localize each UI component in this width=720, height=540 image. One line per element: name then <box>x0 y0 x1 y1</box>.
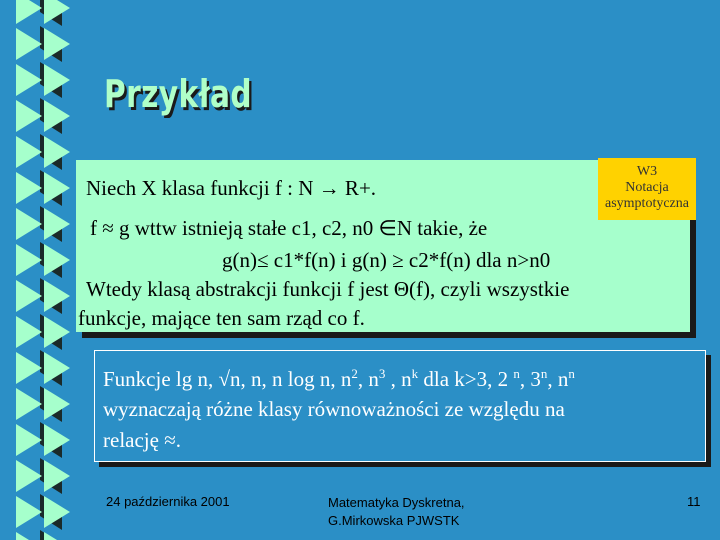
functions-line-2: wyznaczają różne klasy równoważności ze względu na <box>103 397 565 421</box>
section-tag <box>598 158 696 220</box>
definition-line-5: funkcje, mające ten sam rząd co f. <box>78 306 365 330</box>
definition-line-3: g(n)≤ c1*f(n) i g(n) ≥ c2*f(n) dla n>n0 <box>222 248 551 272</box>
superscript: n <box>540 366 548 381</box>
text-fragment: , 3 <box>519 367 541 391</box>
footer-course-line-1: Matematyka Dyskretna, <box>328 495 465 510</box>
superscript: n <box>513 366 520 381</box>
definition-line-2: f ≈ g wttw istnieją stałe c1, c2, n0 ∈N takie, że <box>90 216 488 240</box>
functions-line-3: relację ≈. <box>103 428 181 452</box>
footer-course <box>328 494 465 530</box>
footer-course-line-2: G.Mirkowska PJWSTK <box>328 513 460 528</box>
definition-line-4: Wtedy klasą abstrakcji funkcji f jest Θ(f), czyli wszystkie <box>86 277 570 301</box>
functions-line-1 <box>103 367 575 392</box>
footer-date: 24 października 2001 <box>106 494 230 509</box>
slide-title: Przykład <box>104 72 252 116</box>
text-fragment: , n <box>547 367 569 391</box>
text-fragment: dla k>3, 2 <box>418 367 514 391</box>
superscript: 3 <box>378 366 386 381</box>
text-fragment: , n <box>357 367 379 391</box>
text-fragment: , n <box>385 367 412 391</box>
superscript: n <box>568 366 575 381</box>
footer-page-number: 11 <box>687 494 701 509</box>
decorative-spine <box>0 0 80 540</box>
tag-line-1: W3 <box>636 164 658 179</box>
tag-line-2: Notacja <box>625 180 669 195</box>
definition-line-1: Niech X klasa funkcji f : N → R+. <box>86 176 377 200</box>
functions-box <box>94 350 706 462</box>
text-fragment: Funkcje lg n, √n, n, n log n, n <box>103 367 352 391</box>
superscript: 2 <box>351 366 358 381</box>
tag-line-3: asymptotyczna <box>605 196 689 211</box>
superscript: k <box>411 366 419 381</box>
